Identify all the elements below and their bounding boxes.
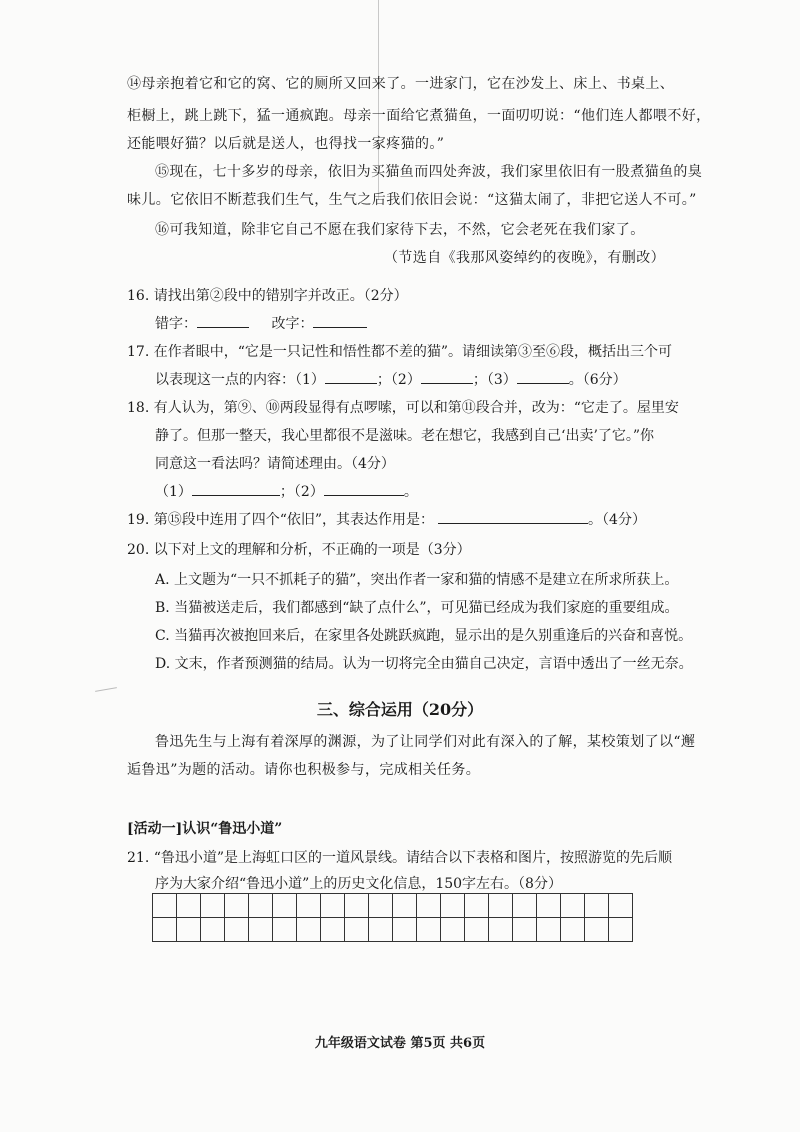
q17-blank-3[interactable] [517,383,569,384]
page-footer: 九年级语文试卷 第5页 共6页 [314,1036,486,1051]
section-3-intro-line2: 逅鲁迅”为题的活动。请你也积极参与，完成相关任务。 [127,762,481,778]
q18-blank-2[interactable] [324,495,404,496]
question-16: 16. 请找出第②段中的错别字并改正。（2分） [127,288,408,304]
q18-blank-1[interactable] [192,495,280,496]
q17-label-3: ；（3） [472,372,517,388]
question-16-answer-line [155,312,367,336]
question-19 [127,508,646,532]
activity-1-heading: [活动一]认识“鲁迅小道” [127,821,283,837]
passage-p16-line1: ⑯可我知道，除非它自己不愿在我们家待下去，不然，它会老死在我们家了。 [155,222,645,238]
question-20-option-b: B. 当猫被送走后，我们都感到“缺了点什么”，可见猫已经成为我们家庭的重要组成。 [155,600,679,616]
answer-grid-row [153,918,633,942]
q16-wrong-label: 错字： [155,316,197,332]
q16-wrong-blank[interactable] [197,327,249,328]
question-18-line1: 18. 有人认为，第⑨、⑩两段显得有点啰嗦，可以和第⑪段合并，改为：“它走了。屋里安 [127,400,679,416]
q17-label-1: 以表现这一点的内容：（1） [155,372,325,388]
q19-points: 。（4分） [588,512,646,528]
question-17-line1: 17. 在作者眼中，“它是一只记性和悟性都不差的猫”。请细读第③至⑥段，概括出三个可 [127,344,673,360]
answer-grid-row [153,894,633,918]
section-3-intro-line1: 鲁迅先生与上海有着深厚的渊源，为了让同学们对此有深入的了解，某校策划了以“邂 [155,734,696,750]
q17-points: 。（6分） [568,372,627,388]
q18-end: 。 [403,484,418,500]
question-18-line3: 同意这一看法吗？请简述理由。（4分） [155,456,395,472]
passage-p14-line2: 柜橱上，跳上跳下，猛一通疯跑。母亲一面给它煮猫鱼，一面叨叨说：“他们连人都喂不好， [127,108,711,124]
question-20-option-a: A. 上文题为“一只不抓耗子的猫”，突出作者一家和猫的情感不是建立在所求所获上。 [155,572,679,588]
q17-blank-1[interactable] [325,383,377,384]
q16-fix-blank[interactable] [313,327,367,328]
q17-label-2: ；（2） [376,372,421,388]
question-17-line2 [155,368,627,392]
question-21-line1: 21. “鲁迅小道”是上海虹口区的一道风景线。请结合以下表格和图片，按照游览的先后顺 [127,850,673,866]
passage-p14-line3: 还能喂好猫？以后就是送人，也得找一家疼猫的。” [127,136,445,152]
answer-grid[interactable] [152,893,633,942]
passage-p15-line2: 味儿。它依旧不断惹我们生气，生气之后我们依旧会说：“这猫太闹了，非把它送人不可。” [127,192,697,208]
question-18-line2: 静了。但那一整天，我心里都很不是滋味。老在想它，我感到自己‘出卖’了它。”你 [155,428,655,444]
passage-p14-line1: ⑭母亲抱着它和它的窝、它的厕所又回来了。一进家门，它在沙发上、床上、书桌上、 [127,76,675,92]
q17-blank-2[interactable] [421,383,473,384]
question-20-option-d: D. 文末，作者预测猫的结局。认为一切将完全由猫自己决定，言语中透出了一丝无奈。 [155,656,693,672]
passage-source: （节选自《我那风姿绰约的夜晚》，有删改） [384,250,665,266]
q18-label-1: （1） [155,484,192,500]
q16-fix-label: 改字： [271,316,314,332]
question-18-answer-line [155,480,418,504]
q19-blank[interactable] [438,523,588,524]
pen-mark [95,687,117,692]
question-21-line2: 序为大家介绍“鲁迅小道”上的历史文化信息，150字左右。（8分） [155,876,562,892]
q18-label-2: ；（2） [279,484,324,500]
passage-p15-line1: ⑮现在，七十多岁的母亲，依旧为买猫鱼而四处奔波，我们家里依旧有一股煮猫鱼的臭 [155,164,703,180]
question-20-stem: 20. 以下对上文的理解和分析，不正确的一项是（3分） [127,542,471,558]
section-3-title: 三、综合运用（20分） [316,700,484,719]
question-20-option-c: C. 当猫再次被抱回来后，在家里各处跳跃疯跑，显示出的是久别重逢后的兴奋和喜悦。 [155,628,693,644]
q19-stem: 19. 第⑮段中连用了四个“依旧”，其表达作用是： [127,512,435,528]
